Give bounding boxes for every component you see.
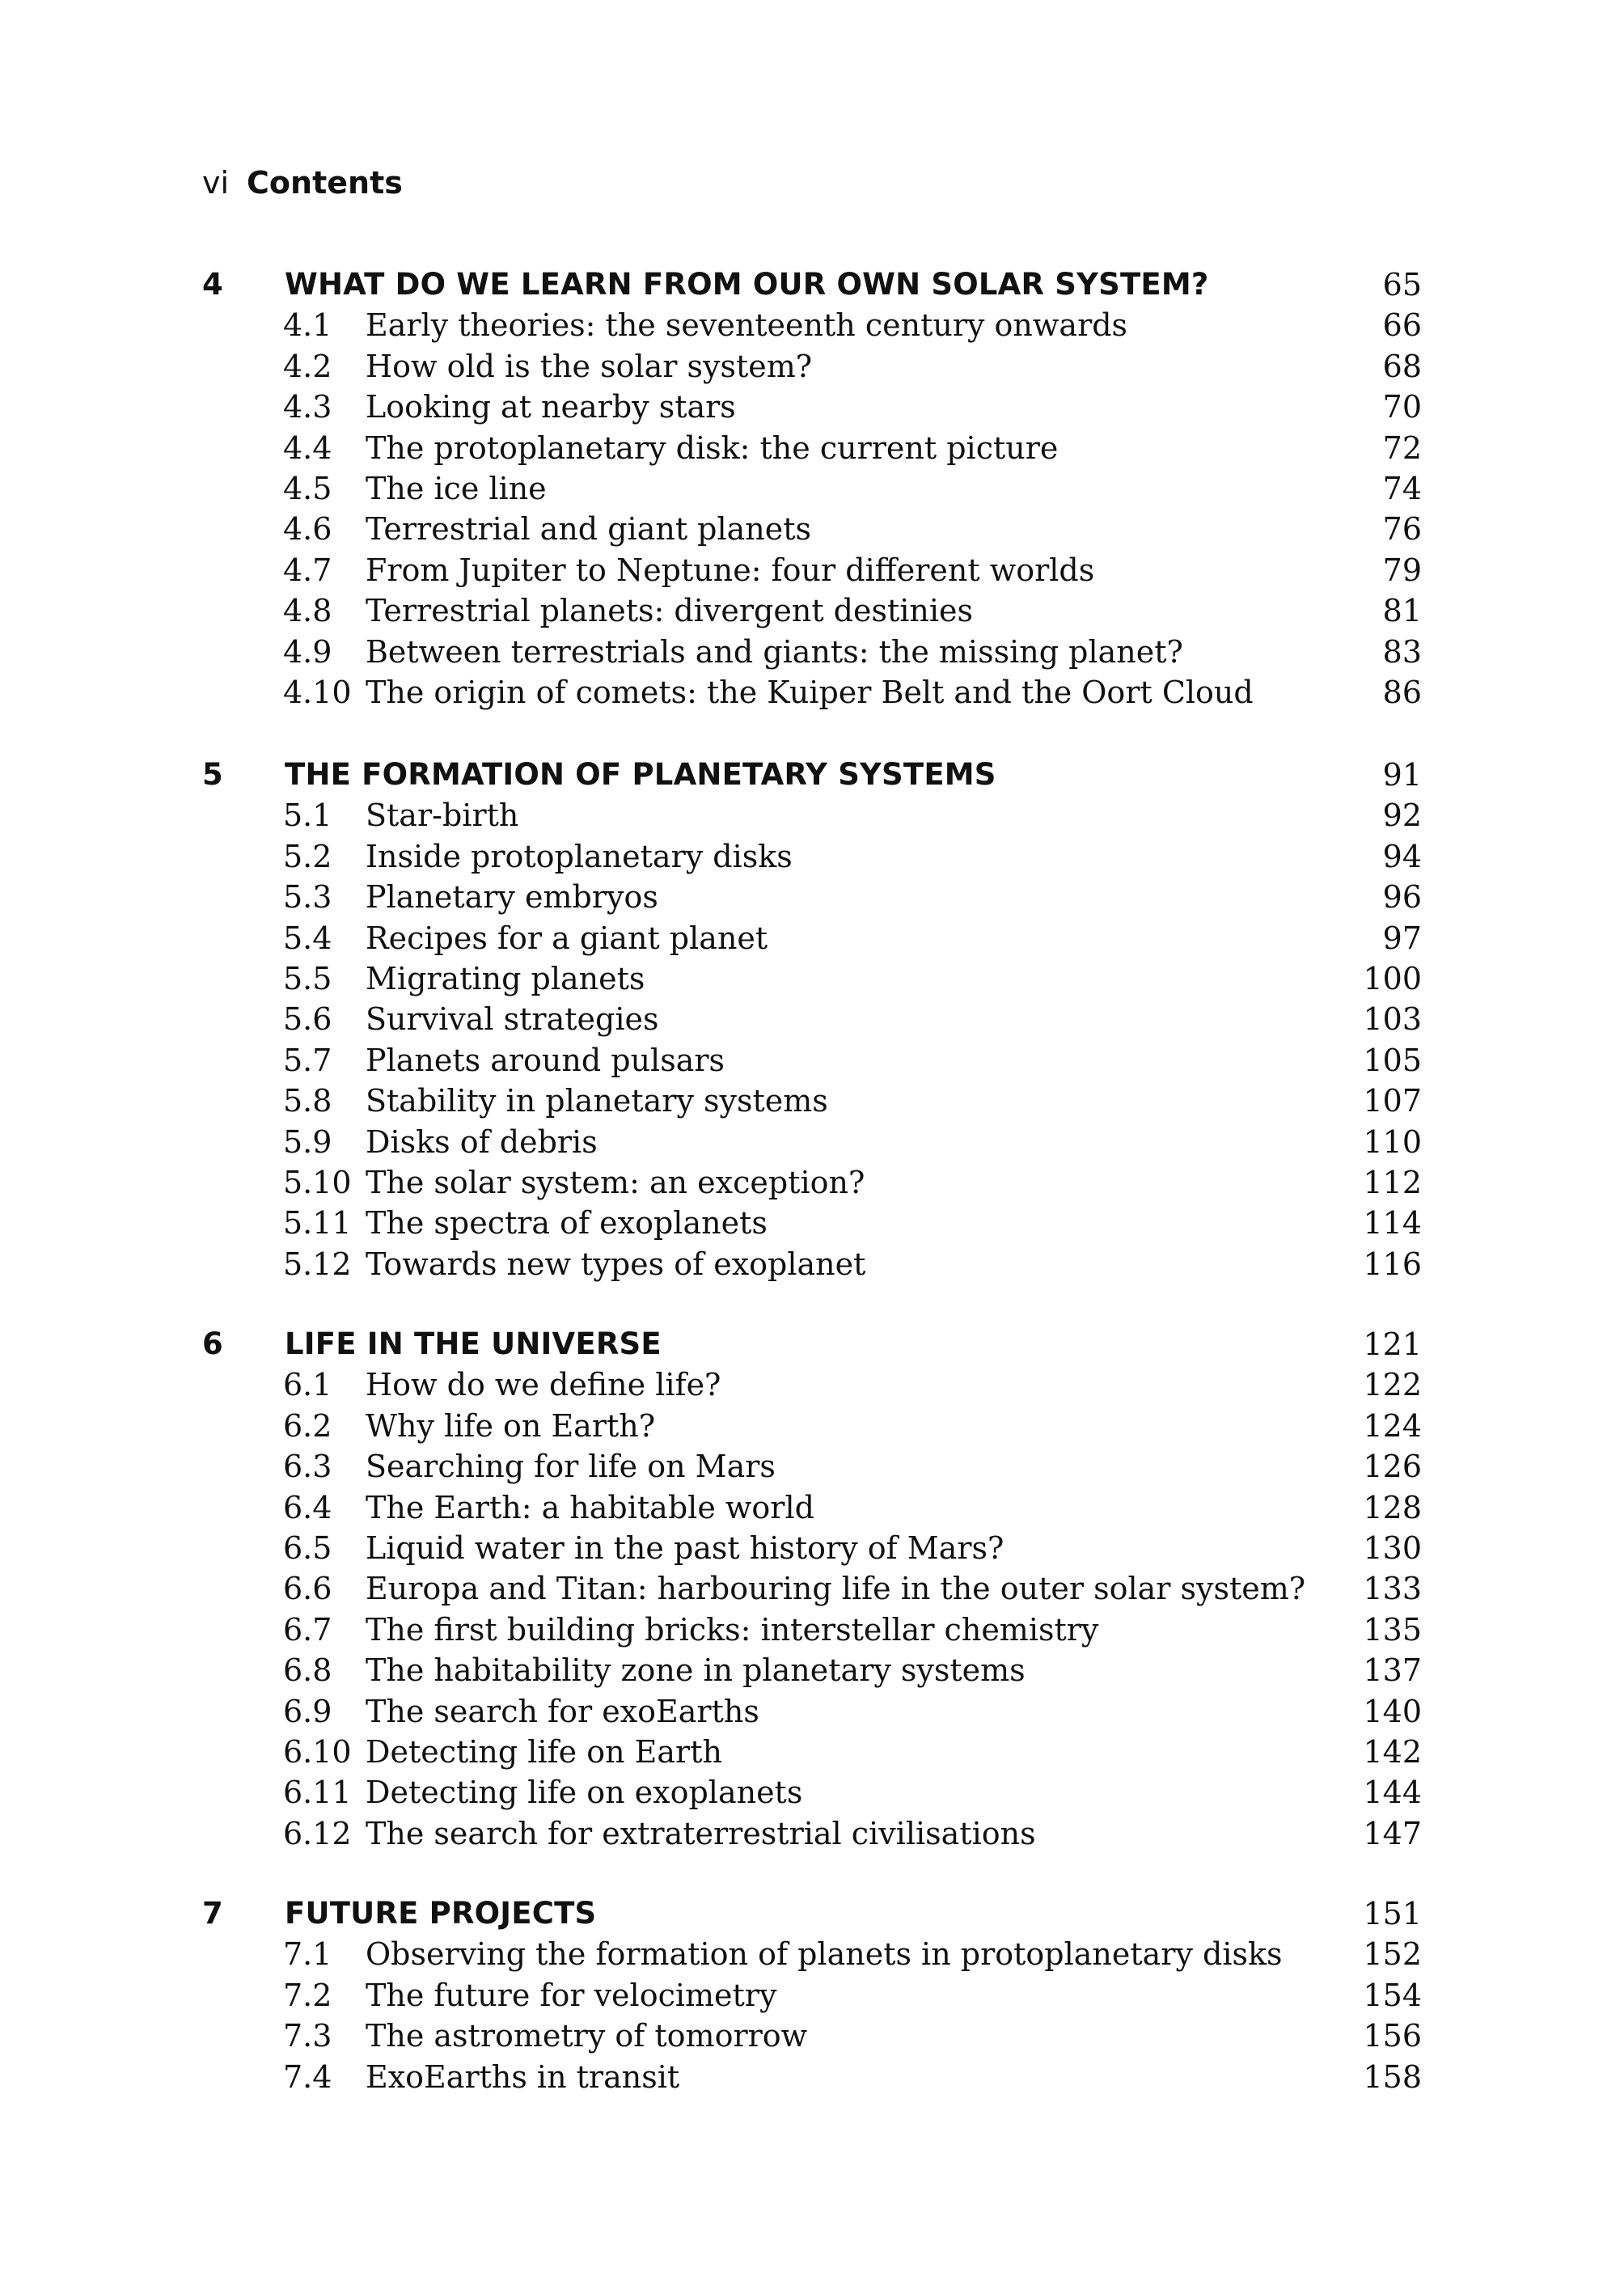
section-number: 6.5 <box>283 1530 332 1566</box>
section-title: Looking at nearby stars <box>366 389 736 425</box>
toc-entry[interactable] <box>0 672 1624 713</box>
page-folio: vi <box>202 165 230 201</box>
section-title: How do we define life? <box>366 1367 721 1402</box>
section-number: 4.9 <box>283 634 332 670</box>
section-title: Early theories: the seventeenth century onwards <box>366 307 1128 343</box>
toc-entry[interactable] <box>0 305 1624 345</box>
toc-entry[interactable] <box>0 346 1624 387</box>
section-page-number: 86 <box>1382 675 1422 710</box>
section-title: The origin of comets: the Kuiper Belt and the Oort Cloud <box>366 675 1254 710</box>
toc-entry[interactable] <box>0 1244 1624 1284</box>
section-page-number: 114 <box>1363 1205 1422 1241</box>
toc-entry[interactable] <box>0 387 1624 427</box>
chapter-heading[interactable] <box>0 755 1624 795</box>
section-page-number: 70 <box>1382 389 1422 425</box>
section-title: Searching for life on Mars <box>366 1449 776 1484</box>
section-page-number: 83 <box>1382 634 1422 670</box>
chapter-title: WHAT DO WE LEARN FROM OUR OWN SOLAR SYSTEM? <box>285 267 1209 302</box>
section-page-number: 158 <box>1363 2059 1422 2095</box>
section-number: 6.11 <box>283 1775 352 1810</box>
section-page-number: 144 <box>1363 1775 1422 1810</box>
toc-entry[interactable] <box>0 1813 1624 1854</box>
toc-entry[interactable] <box>0 1650 1624 1690</box>
toc-entry[interactable] <box>0 1203 1624 1243</box>
section-title: Between terrestrials and giants: the missing planet? <box>366 634 1183 670</box>
section-page-number: 133 <box>1363 1571 1422 1606</box>
section-page-number: 81 <box>1382 593 1422 628</box>
toc-entry[interactable] <box>0 999 1624 1039</box>
section-page-number: 103 <box>1363 1001 1422 1037</box>
section-page-number: 107 <box>1363 1083 1422 1119</box>
section-number: 5.3 <box>283 879 332 915</box>
section-title: The Earth: a habitable world <box>366 1490 814 1525</box>
toc-entry[interactable] <box>0 1081 1624 1121</box>
page-title: Contents <box>247 165 403 201</box>
toc-entry[interactable] <box>0 1732 1624 1772</box>
toc-entry[interactable] <box>0 550 1624 590</box>
section-number: 5.12 <box>283 1246 352 1282</box>
chapter-page-number: 151 <box>1363 1896 1422 1931</box>
chapter-title: THE FORMATION OF PLANETARY SYSTEMS <box>285 757 996 792</box>
section-title: The future for velocimetry <box>366 1978 777 2013</box>
section-title: Migrating planets <box>366 961 645 996</box>
section-title: Detecting life on exoplanets <box>366 1775 803 1810</box>
section-title: Stability in planetary systems <box>366 1083 828 1119</box>
section-title: Disks of debris <box>366 1124 598 1160</box>
section-number: 7.4 <box>283 2059 332 2095</box>
chapter-number: 5 <box>202 757 223 792</box>
section-number: 6.3 <box>283 1449 332 1484</box>
section-page-number: 154 <box>1363 1978 1422 2013</box>
section-page-number: 142 <box>1363 1734 1422 1770</box>
section-title: Terrestrial planets: divergent destinies <box>366 593 974 628</box>
section-title: The protoplanetary disk: the current picture <box>366 430 1059 466</box>
toc-entry[interactable] <box>0 1934 1624 1974</box>
section-number: 4.10 <box>283 675 352 710</box>
section-title: Observing the formation of planets in protoplanetary disks <box>366 1936 1283 1972</box>
section-page-number: 122 <box>1363 1367 1422 1402</box>
section-page-number: 76 <box>1382 511 1422 547</box>
section-number: 6.10 <box>283 1734 352 1770</box>
toc-entry[interactable] <box>0 1568 1624 1609</box>
section-page-number: 130 <box>1363 1530 1422 1566</box>
section-title: The search for exoEarths <box>366 1694 759 1729</box>
toc-entry[interactable] <box>0 1610 1624 1650</box>
section-title: How old is the solar system? <box>366 349 813 384</box>
section-page-number: 128 <box>1363 1490 1422 1525</box>
section-number: 4.3 <box>283 389 332 425</box>
toc-entry[interactable] <box>0 1040 1624 1081</box>
section-page-number: 92 <box>1382 797 1422 833</box>
section-page-number: 135 <box>1363 1612 1422 1648</box>
section-number: 6.4 <box>283 1490 332 1525</box>
section-title: Detecting life on Earth <box>366 1734 722 1770</box>
toc-entry[interactable] <box>0 2016 1624 2056</box>
section-title: Recipes for a giant planet <box>366 920 768 956</box>
section-title: The spectra of exoplanets <box>366 1205 768 1241</box>
section-number: 4.6 <box>283 511 332 547</box>
toc-entry[interactable] <box>0 1975 1624 2016</box>
toc-entry[interactable] <box>0 958 1624 999</box>
chapter-title: FUTURE PROJECTS <box>285 1896 597 1931</box>
section-title: Liquid water in the past history of Mars? <box>366 1530 1004 1566</box>
chapter-heading[interactable] <box>0 1324 1624 1364</box>
toc-entry[interactable] <box>0 590 1624 631</box>
section-title: Europa and Titan: harbouring life in the outer solar system? <box>366 1571 1306 1606</box>
chapter-title: LIFE IN THE UNIVERSE <box>285 1326 662 1361</box>
section-title: Planetary embryos <box>366 879 658 915</box>
section-number: 4.8 <box>283 593 332 628</box>
section-title: Terrestrial and giant planets <box>366 511 812 547</box>
toc-entry[interactable] <box>0 877 1624 917</box>
chapter-page-number: 65 <box>1382 267 1422 302</box>
toc-entry[interactable] <box>0 1528 1624 1568</box>
section-number: 6.12 <box>283 1816 352 1851</box>
section-title: Inside protoplanetary disks <box>366 839 793 874</box>
section-title: The ice line <box>366 471 547 506</box>
toc-entry[interactable] <box>0 1364 1624 1405</box>
chapter-page-number: 121 <box>1363 1326 1422 1362</box>
section-page-number: 100 <box>1363 961 1422 996</box>
section-page-number: 152 <box>1363 1936 1422 1972</box>
section-number: 4.5 <box>283 471 332 506</box>
chapter-heading[interactable] <box>0 264 1624 305</box>
section-page-number: 156 <box>1363 2018 1422 2054</box>
section-title: The search for extraterrestrial civilisations <box>366 1816 1036 1851</box>
section-number: 4.1 <box>283 307 332 343</box>
toc-entry[interactable] <box>0 1162 1624 1203</box>
section-number: 6.2 <box>283 1408 332 1444</box>
section-title: Survival strategies <box>366 1001 659 1037</box>
section-page-number: 112 <box>1363 1165 1422 1200</box>
section-number: 5.9 <box>283 1124 332 1160</box>
section-page-number: 137 <box>1363 1652 1422 1688</box>
section-number: 7.1 <box>283 1936 332 1972</box>
toc-entry[interactable] <box>0 1487 1624 1528</box>
section-page-number: 66 <box>1382 307 1422 343</box>
section-number: 6.6 <box>283 1571 332 1606</box>
section-number: 5.6 <box>283 1001 332 1037</box>
section-title: The habitability zone in planetary systems <box>366 1652 1026 1688</box>
section-title: Star-birth <box>366 797 519 833</box>
toc-entry[interactable] <box>0 1122 1624 1162</box>
toc-entry[interactable] <box>0 428 1624 468</box>
toc-entry[interactable] <box>0 1772 1624 1813</box>
toc-entry[interactable] <box>0 918 1624 958</box>
section-page-number: 105 <box>1363 1043 1422 1078</box>
chapter-number: 7 <box>202 1896 223 1931</box>
section-number: 6.7 <box>283 1612 332 1648</box>
chapter-page-number: 91 <box>1382 757 1422 793</box>
section-number: 5.11 <box>283 1205 352 1241</box>
section-page-number: 74 <box>1382 471 1422 506</box>
toc-entry[interactable] <box>0 632 1624 672</box>
section-page-number: 96 <box>1382 879 1422 915</box>
toc-entry[interactable] <box>0 2057 1624 2097</box>
section-title: The solar system: an exception? <box>366 1165 865 1200</box>
section-number: 5.5 <box>283 961 332 996</box>
section-number: 5.8 <box>283 1083 332 1119</box>
section-number: 5.4 <box>283 920 332 956</box>
toc-entry[interactable] <box>0 509 1624 549</box>
running-head <box>202 159 403 207</box>
section-number: 6.1 <box>283 1367 332 1402</box>
section-number: 4.7 <box>283 552 332 588</box>
section-title: ExoEarths in transit <box>366 2059 680 2095</box>
section-title: Why life on Earth? <box>366 1408 656 1444</box>
section-title: Towards new types of exoplanet <box>366 1246 866 1282</box>
section-page-number: 140 <box>1363 1694 1422 1729</box>
toc-entry[interactable] <box>0 795 1624 836</box>
toc-entry[interactable] <box>0 1691 1624 1732</box>
section-page-number: 126 <box>1363 1449 1422 1484</box>
chapter-number: 6 <box>202 1326 223 1361</box>
section-number: 7.2 <box>283 1978 332 2013</box>
section-page-number: 68 <box>1382 349 1422 384</box>
section-number: 5.2 <box>283 839 332 874</box>
toc-entry[interactable] <box>0 836 1624 877</box>
section-number: 4.4 <box>283 430 332 466</box>
section-number: 6.9 <box>283 1694 332 1729</box>
section-title: The first building bricks: interstellar chemistry <box>366 1612 1099 1648</box>
chapter-number: 4 <box>202 267 223 302</box>
section-title: Planets around pulsars <box>366 1043 725 1078</box>
section-number: 6.8 <box>283 1652 332 1688</box>
section-page-number: 116 <box>1363 1246 1422 1282</box>
section-title: The astrometry of tomorrow <box>366 2018 808 2054</box>
section-page-number: 124 <box>1363 1408 1422 1444</box>
toc-entry[interactable] <box>0 468 1624 509</box>
section-page-number: 97 <box>1382 920 1422 956</box>
section-page-number: 110 <box>1363 1124 1422 1160</box>
section-number: 7.3 <box>283 2018 332 2054</box>
section-number: 4.2 <box>283 349 332 384</box>
section-number: 5.1 <box>283 797 332 833</box>
toc-entry[interactable] <box>0 1406 1624 1446</box>
section-number: 5.7 <box>283 1043 332 1078</box>
section-title: From Jupiter to Neptune: four different worlds <box>366 552 1095 588</box>
section-number: 5.10 <box>283 1165 352 1200</box>
section-page-number: 72 <box>1382 430 1422 466</box>
chapter-heading[interactable] <box>0 1893 1624 1934</box>
section-page-number: 147 <box>1363 1816 1422 1851</box>
toc-entry[interactable] <box>0 1446 1624 1487</box>
section-page-number: 79 <box>1382 552 1422 588</box>
section-page-number: 94 <box>1382 839 1422 874</box>
